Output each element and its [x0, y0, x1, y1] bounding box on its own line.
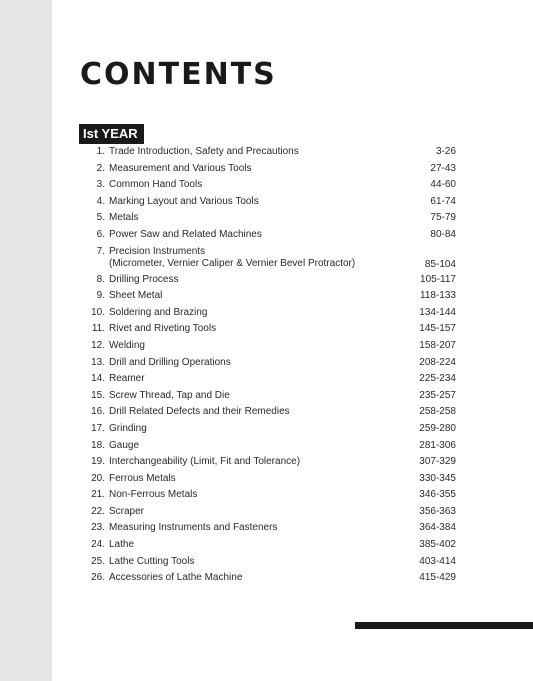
toc-page-range: 208-224	[419, 356, 456, 368]
toc-title: Interchangeability (Limit, Fit and Tolerance)	[109, 456, 301, 468]
toc-page-range: 235-257	[419, 389, 456, 401]
toc-entry-text	[109, 438, 406, 452]
toc-row	[84, 570, 456, 587]
toc-entry-text	[109, 537, 406, 551]
toc-title: Ferrous Metals	[109, 472, 176, 484]
toc-entry-text	[109, 244, 406, 270]
toc-number: 23.	[91, 522, 105, 534]
toc-row	[84, 471, 456, 488]
toc-entry-text	[109, 305, 406, 319]
toc-title: Measurement and Various Tools	[109, 162, 252, 174]
toc-row	[84, 371, 456, 388]
decorative-bar	[355, 622, 533, 629]
toc-row	[84, 305, 456, 322]
toc-row	[84, 272, 456, 289]
toc-entry-text	[109, 227, 406, 241]
toc-title: Reamer	[109, 373, 145, 385]
toc-number: 14.	[91, 373, 105, 385]
toc-entry-text	[109, 471, 406, 485]
toc-entry-text	[109, 210, 406, 224]
toc-title: Scraper	[109, 505, 145, 517]
toc-entry-text	[109, 288, 406, 302]
toc-number: 4.	[96, 195, 105, 207]
toc-entry-text	[109, 388, 406, 402]
toc-row	[84, 355, 456, 372]
toc-title: Accessories of Lathe Machine	[109, 572, 243, 584]
toc-title: Gauge	[109, 439, 140, 451]
toc-row	[84, 404, 456, 421]
toc-row	[84, 288, 456, 305]
toc-entry-text	[109, 404, 406, 418]
toc-number: 5.	[96, 212, 105, 224]
toc-page-range: 385-402	[419, 539, 456, 551]
toc-page-range: 330-345	[419, 472, 456, 484]
toc-number: 6.	[96, 228, 105, 240]
toc-entry-text	[109, 371, 406, 385]
toc-title: Screw Thread, Tap and Die	[109, 389, 230, 401]
toc-number: 24.	[91, 539, 105, 551]
toc-number: 9.	[96, 290, 105, 302]
toc-number: 18.	[91, 439, 105, 451]
toc-number: 17.	[91, 422, 105, 434]
toc-row	[84, 421, 456, 438]
toc-row	[84, 161, 456, 178]
toc-title: Grinding	[109, 422, 147, 434]
toc-number: 7.	[96, 245, 105, 257]
toc-page-range: 403-414	[419, 555, 456, 567]
toc-entry-text	[109, 161, 406, 175]
toc-subtitle: (Micrometer, Vernier Caliper & Vernier Bevel Protractor)	[109, 257, 356, 269]
toc-entry-text	[109, 554, 406, 568]
toc-title: Drill and Drilling Operations	[109, 356, 231, 368]
toc-entry-text	[109, 321, 406, 335]
toc-number: 16.	[91, 406, 105, 418]
toc-title: Drill Related Defects and their Remedies	[109, 406, 290, 418]
toc-page-range: 307-329	[419, 456, 456, 468]
toc-entry-text	[109, 177, 406, 191]
toc-row	[84, 388, 456, 405]
toc-page-range: 258-258	[419, 406, 456, 418]
toc-entry-text	[109, 355, 406, 369]
toc-number: 26.	[91, 572, 105, 584]
toc-title: Precision Instruments	[109, 245, 206, 257]
toc-row	[84, 438, 456, 455]
toc-title: Trade Introduction, Safety and Precautions	[109, 146, 299, 157]
toc-entry-text	[109, 272, 406, 286]
toc-number: 25.	[91, 555, 105, 567]
toc-entry-text	[109, 454, 406, 468]
toc-entry-text	[109, 570, 406, 584]
toc-row	[84, 210, 456, 227]
toc-row	[84, 454, 456, 471]
toc-page-range: 259-280	[419, 422, 456, 434]
toc-page-range: 134-144	[419, 306, 456, 318]
toc-page-range: 105-117	[420, 273, 456, 285]
toc-row	[84, 487, 456, 504]
toc-title: Lathe Cutting Tools	[109, 555, 195, 567]
toc-entry-text	[109, 338, 406, 352]
toc-row	[84, 338, 456, 355]
toc-title: Sheet Metal	[109, 290, 163, 302]
toc-number: 21.	[91, 489, 105, 501]
toc-page-range: 346-355	[419, 489, 456, 501]
toc-number: 20.	[91, 472, 105, 484]
toc-title: Common Hand Tools	[109, 179, 203, 191]
toc-entry-text	[109, 504, 406, 518]
toc-row	[84, 554, 456, 571]
toc-number: 15.	[91, 389, 105, 401]
toc-number: 1.	[96, 146, 105, 157]
toc-row	[84, 177, 456, 194]
toc-number: 11.	[91, 323, 105, 335]
toc-page-range: 145-157	[419, 323, 456, 335]
toc-title: Marking Layout and Various Tools	[109, 195, 259, 207]
toc-number: 12.	[91, 339, 105, 351]
toc-page-range: 44-60	[430, 179, 456, 191]
section-badge: Ist YEAR	[79, 124, 144, 144]
toc-number: 22.	[91, 505, 105, 517]
toc-title: Soldering and Brazing	[109, 306, 208, 318]
toc-row	[84, 194, 456, 211]
toc-row	[84, 144, 456, 161]
toc-page-range: 3-26	[435, 146, 456, 157]
toc-number: 19.	[91, 456, 105, 468]
toc-title: Rivet and Riveting Tools	[109, 323, 217, 335]
toc-entry-text	[109, 194, 406, 208]
toc-entry-text	[109, 144, 406, 158]
toc-page-range: 364-384	[419, 522, 456, 534]
toc-page-range: 158-207	[419, 339, 456, 351]
side-strip	[0, 0, 52, 681]
toc-number: 10.	[91, 306, 105, 318]
toc-page-range: 27-43	[430, 162, 456, 174]
toc-title: Drilling Process	[109, 273, 179, 285]
page-title: CONTENTS	[80, 57, 277, 92]
toc-row	[84, 504, 456, 521]
toc-title: Welding	[109, 339, 145, 351]
toc-page-range: 75-79	[430, 212, 456, 224]
toc-entry-text	[109, 487, 406, 501]
toc-page-range: 85-104	[424, 258, 456, 270]
toc-title: Measuring Instruments and Fasteners	[109, 522, 278, 534]
toc-page-range: 281-306	[419, 439, 456, 451]
toc-number: 13.	[91, 356, 105, 368]
toc-number: 8.	[96, 273, 105, 285]
toc-page-range: 80-84	[430, 228, 456, 240]
toc-row	[84, 321, 456, 338]
toc-title: Lathe	[109, 539, 135, 551]
toc-row	[84, 537, 456, 554]
toc-title: Power Saw and Related Machines	[109, 228, 262, 240]
toc-page-range: 356-363	[419, 505, 456, 517]
table-of-contents	[84, 144, 456, 587]
toc-page-range: 118-133	[420, 290, 456, 302]
toc-entry-text	[109, 520, 406, 534]
toc-row	[84, 520, 456, 537]
toc-number: 3.	[96, 179, 105, 191]
toc-title: Metals	[109, 212, 139, 224]
toc-page-range: 61-74	[430, 195, 456, 207]
toc-title: Non-Ferrous Metals	[109, 489, 198, 501]
toc-entry-text	[109, 421, 406, 435]
toc-row	[84, 227, 456, 244]
toc-row	[84, 244, 456, 272]
toc-number: 2.	[96, 162, 105, 174]
toc-page-range: 225-234	[419, 373, 456, 385]
toc-page-range: 415-429	[419, 572, 456, 584]
